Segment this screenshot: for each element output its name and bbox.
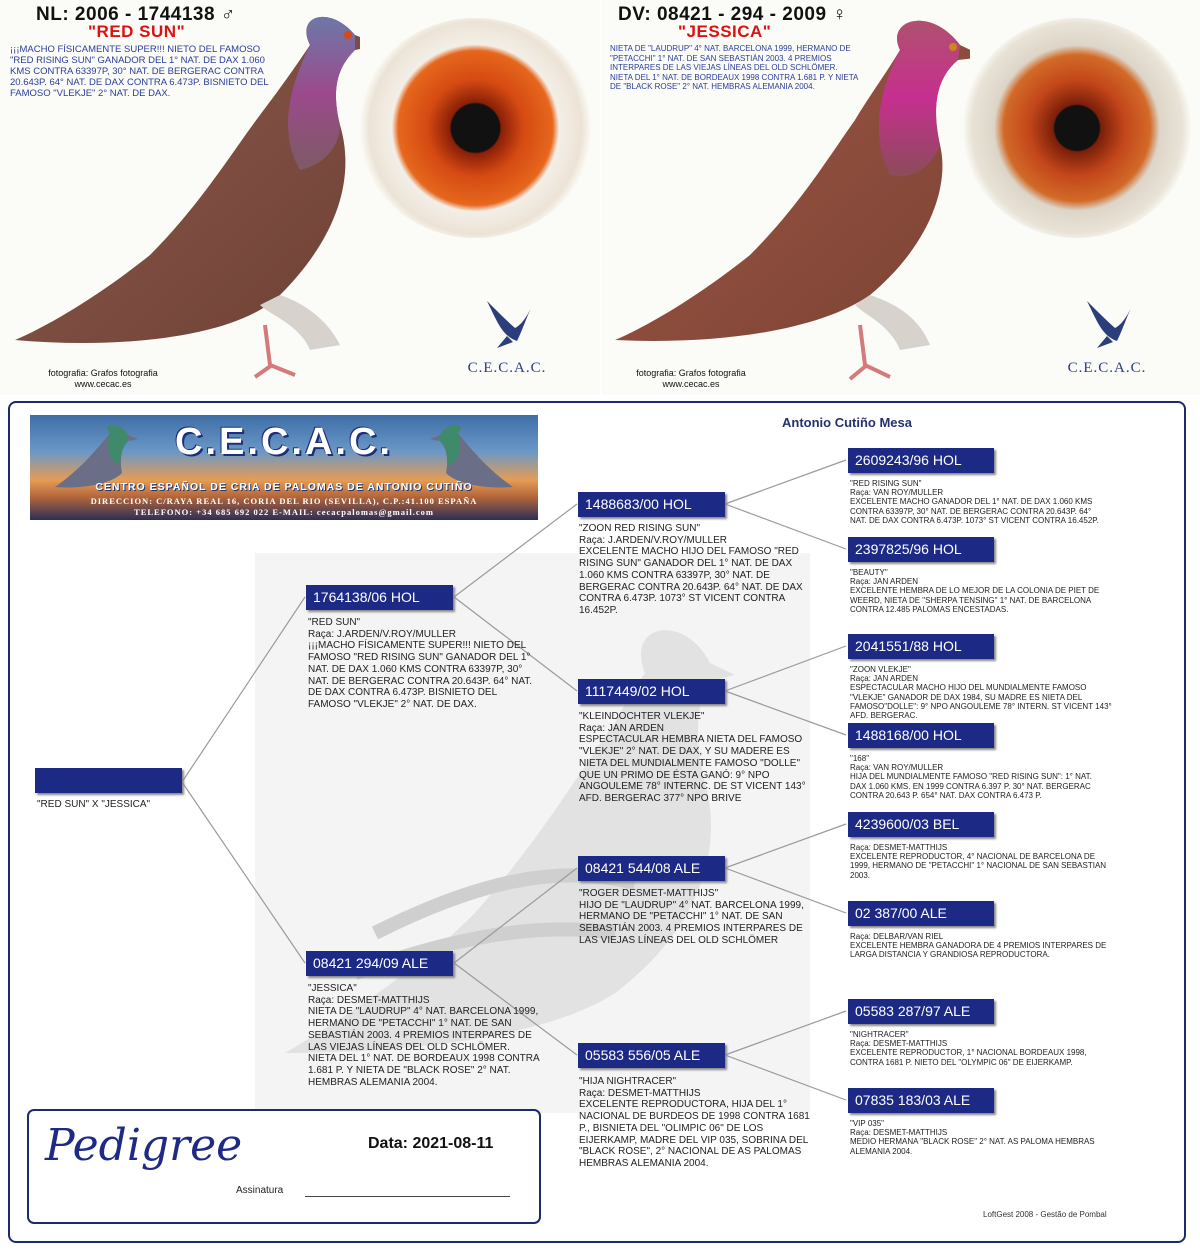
great-grandparent-2-ring[interactable]: 2397825/96 HOL — [848, 537, 994, 562]
bird-description: ¡¡¡MACHO FÍSICAMENTE SUPER!!! NIETO DEL FAMOSO "RED RISING SUN" GANADOR DEL 1° NAT. DE DAX 1.060 KMS CONTRA 63397P, 30° NAT. DE BERGERAC CONTRA 20.643P. 64° NAT. DE DAX CONTRA 6.473P. BISNIETO DEL FAMOSO "VLEKJE" 2° NAT. DE DAX. — [10, 44, 269, 99]
bird-name: "JESSICA" — [678, 22, 772, 41]
connector-line — [182, 597, 305, 782]
parent-dam-ring[interactable]: 08421 294/09 ALE — [306, 951, 453, 976]
grandparent-2-ring[interactable]: 1117449/02 HOL — [578, 679, 725, 704]
software-credit: LoftGest 2008 - Gestão de Pombal — [983, 1210, 1107, 1219]
great-grandparent-4-details: "168" Raça: VAN ROY/MULLER HIJA DEL MUNDIALMENTE FAMOSO "RED RISING SUN": 1° NAT. DAX 1.060 KMS. EN 1999 CONTRA 6.397 P. 30° NAT. BERGERAC CONTRA 20.643 P. 654° NAT. DAX CONTRA 6.473 P. — [850, 754, 1092, 800]
connector-line — [725, 824, 846, 868]
connector-line — [182, 782, 305, 963]
parent-sire-ring[interactable]: 1764138/06 HOL — [306, 585, 453, 610]
great-grandparent-7-details: "NIGHTRACER" Raça: DESMET-MATTHIJS EXCELENTE REPRODUCTOR, 1° NACIONAL BORDEAUX 1998, CONTRA 1681 P. NIETO DEL "OLYMPIC 06" DE EIJERKAMP. — [850, 1030, 1087, 1067]
great-grandparent-8-details: "VIP 035" Raça: DESMET-MATTHIJS MEDIO HERMANA "BLACK ROSE" 2° NAT. AS PALOMA HEMBRAS ALEMANIA 2004. — [850, 1119, 1095, 1156]
great-grandparent-7-ring[interactable]: 05583 287/97 ALE — [848, 999, 994, 1024]
great-grandparent-3-details: "ZOON VLEKJE" Raça: JAN ARDEN ESPECTACULAR MACHO HIJO DEL MUNDIALMENTE FAMOSO "VLEKJE" GANADOR DE DAX 1984, SU MADRE ES NIETA DEL FAMOSO"DOLLE": 9° NPO ANGOULEME 78° INTERN. ST VICENT 143° AFD. BERGERAC. — [850, 665, 1112, 721]
bird-description: NIETA DE "LAUDRUP" 4° NAT. BARCELONA 1999, HERMANO DE "PETACCHI" 1° NAT. DE SAN SEBASTIÁN 2003. 4 PREMIOS INTERPARES DE LAS VIEJAS LÍNEAS DEL OLD SCHLÖMER. NIETA DEL 1° NAT. DE BORDEAUX 1998 CONTRA 1.681 P. Y NIETA DE "BLACK ROSE" 2° NAT. HEMBRAS ALEMANIA 2004. — [610, 44, 858, 91]
grandparent-3-ring[interactable]: 08421 544/08 ALE — [578, 856, 725, 881]
grandparent-1-details: "ZOON RED RISING SUN" Raça: J.ARDEN/V.ROY/MULLER EXCELENTE MACHO HIJO DEL FAMOSO "RED RISING SUN" GANADOR DEL 1° NAT. DE DAX 1.060 KMS CONTRA 63397P, 30° NAT. DE BERGERAC CONTRA 20.643P. 64° NAT. DE DAX CONTRA 6.473P. 1073° ST VICENT CONTRA 16.452P. — [579, 523, 803, 616]
great-grandparent-3-ring[interactable]: 2041551/88 HOL — [848, 634, 994, 659]
pedigree-date: Data: 2021-08-11 — [368, 1135, 494, 1152]
owner-name: Antonio Cutiño Mesa — [782, 415, 912, 430]
great-grandparent-6-details: Raça: DELBAR/VAN RIEL EXCELENTE HEMBRA GANADORA DE 4 PREMIOS INTERPARES DE LARGA DISTANCIA Y GRANDIOSA REPRODUCTORA. — [850, 932, 1107, 960]
great-grandparent-2-details: "BEAUTY" Raça: JAN ARDEN EXCELENTE HEMBRA DE LO MEJOR DE LA COLONIA DE PIET DE WEERD, NIETA DE "SHERPA TENSING" 1° NAT. DE BARCELONA CONTRA 12.485 PALOMAS ENCESTADAS. — [850, 568, 1100, 614]
great-grandparent-8-ring[interactable]: 07835 183/03 ALE — [848, 1088, 994, 1113]
great-grandparent-4-ring[interactable]: 1488168/00 HOL — [848, 723, 994, 748]
parent-dam-details: "JESSICA" Raça: DESMET-MATTHIJS NIETA DE "LAUDRUP" 4° NAT. BARCELONA 1999, HERMANO DE "PETACCHI" 1° NAT. DE SAN SEBASTIÁN 2003. 4 PREMIOS INTERPARES DE LAS VIEJAS LÍNEAS DEL OLD SCHLÖMER. NIETA DEL 1° NAT. DE BORDEAUX 1998 CONTRA 1.681 P. Y NIETA DE "BLACK ROSE" 2° NAT. HEMBRAS ALEMANIA 2004. — [308, 983, 540, 1088]
grandparent-3-details: "ROGER DESMET-MATTHIJS" HIJO DE "LAUDRUP" 4° NAT. BARCELONA 1999, HERMANO DE "PETACCHI" 1° NAT. DE SAN SEBASTIÁN 2003. 4 PREMIOS INTERPARES DE LAS VIEJAS LÍNEAS DEL OLD SCHLÖMER — [579, 888, 804, 946]
connector-line — [725, 646, 846, 691]
parent-sire-details: "RED SUN" Raça: J.ARDEN/V.ROY/MULLER ¡¡¡MACHO FÍSICAMENTE SUPER!!! NIETO DEL FAMOSO "RED RISING SUN" GANADOR DEL 1° NAT. DE DAX 1.060 KMS CONTRA 63397P, 30° NAT. DE BERGERAC CONTRA 20.643P. 64° NAT. DE DAX CONTRA 6.473P. BISNIETO DEL FAMOSO "VLEKJE" 2° NAT. DE DAX. — [308, 617, 533, 710]
couple-ring-box[interactable] — [35, 768, 182, 793]
bird-name: "RED SUN" — [88, 22, 186, 41]
great-grandparent-1-ring[interactable]: 2609243/96 HOL — [848, 448, 994, 473]
great-grandparent-5-ring[interactable]: 4239600/03 BEL — [848, 812, 994, 837]
grandparent-4-details: "HIJA NIGHTRACER" Raça: DESMET-MATTHIJS EXCELENTE REPRODUCTORA, HIJA DEL 1° NACIONAL DE BURDEOS DE 1998 CONTRA 1681 P., BISNIETA DEL "OLIMPIC 06" DE LOS EIJERKAMP, MADRE DEL VIP 035, SOBRINA DEL "BLACK ROSE", 2° NACIONAL DE AS PALOMAS HEMBRAS ALEMANIA 2004. — [579, 1076, 810, 1169]
photo-credit: fotografia: Grafos fotografia www.cecac.es — [636, 368, 746, 389]
grandparent-4-ring[interactable]: 05583 556/05 ALE — [578, 1043, 725, 1068]
banner-title: C.E.C.A.C. — [175, 421, 393, 463]
grandparent-2-details: "KLEINDOCHTER VLEKJE" Raça: JAN ARDEN ESPECTACULAR HEMBRA NIETA DEL FAMOSO "VLEKJE" 2° NAT. DE DAX, Y SU MADERE ES NIETA DEL MUNDIALMENTE FAMOSO "DOLLE" QUE UN PRIMO DE ÉSTA GANÓ: 9° NPO ANGOULEME 78° INTERNC. DE ST VICENT 143° AFD. BERGERAC 377° NPO BRIVE — [579, 711, 806, 804]
great-grandparent-6-ring[interactable]: 02 387/00 ALE — [848, 901, 994, 926]
cecac-logo: C.E.C.A.C. — [462, 296, 552, 377]
banner-contact: TELEFONO: +34 685 692 022 E-MAIL: cecacpalomas@gmail.com — [134, 507, 434, 517]
signature-line[interactable] — [305, 1196, 510, 1197]
great-grandparent-1-details: "RED RISING SUN" Raça: VAN ROY/MULLER EXCELENTE MACHO GANADOR DEL 1° NAT. DE DAX 1.060 KMS CONTRA 63397P, 30° NAT. DE BERGERAC CONTRA 20.643P. 64° NAT. DE DAX CONTRA 6.473P. 1073° ST VICENT CONTRA 16.452P. — [850, 479, 1099, 525]
connector-line — [725, 1011, 846, 1055]
connector-line — [454, 504, 577, 597]
pedigree-title: Pedigree — [45, 1120, 243, 1171]
signature-label: Assinatura — [236, 1185, 284, 1196]
photo-credit: fotografia: Grafos fotografia www.cecac.es — [48, 368, 158, 389]
ring-number: NL: 2006 - 1744138 ♂ — [36, 4, 236, 25]
banner-address: DIRECCION: C/RAYA REAL 16, CORIA DEL RIO (SEVILLA), C.P.:41.100 ESPAÑA — [90, 496, 478, 506]
cecac-logo: C.E.C.A.C. — [1062, 296, 1152, 377]
connector-line — [454, 868, 577, 963]
great-grandparent-5-details: Raça: DESMET-MATTHIJS EXCELENTE REPRODUCTOR, 4° NACIONAL DE BARCELONA DE 1999, HERMANO DE "PETACCHI" 1° NACIONAL DE SAN SEBASTIAN 2003. — [850, 843, 1107, 880]
grandparent-1-ring[interactable]: 1488683/00 HOL — [578, 492, 725, 517]
banner-subtitle: CENTRO ESPAÑOL DE CRIA DE PALOMAS DE ANTONIO CUTIÑO — [95, 481, 473, 493]
couple-label: "RED SUN" X "JESSICA" — [37, 799, 151, 810]
ring-number: DV: 08421 - 294 - 2009 ♀ — [618, 4, 848, 25]
connector-line — [725, 460, 846, 504]
